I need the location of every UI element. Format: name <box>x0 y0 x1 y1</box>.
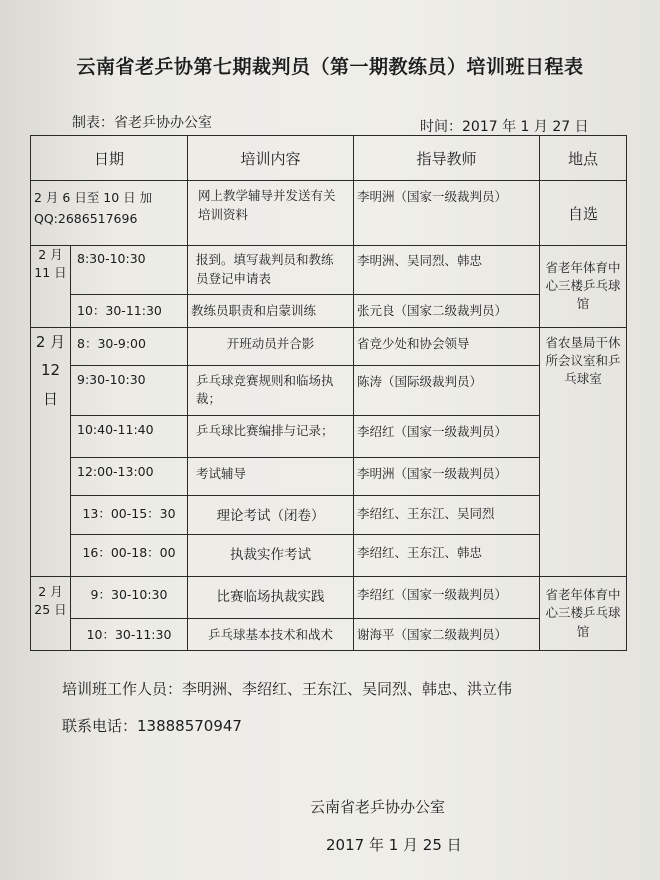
time-cell: 12:00-13:00 <box>71 458 188 496</box>
teacher-cell: 省竞少处和协会领导 <box>354 327 540 365</box>
table-row <box>31 577 627 619</box>
signature-org: 云南省老乒协办公室 <box>310 798 446 816</box>
teacher-cell: 李绍红（国家一级裁判员） <box>354 577 540 619</box>
day-cell: 2 月 11 日 <box>31 246 71 328</box>
teacher-cell: 李明洲（国家一级裁判员） <box>354 181 540 246</box>
teacher-cell: 李绍红（国家一级裁判员） <box>354 416 540 458</box>
table-row <box>31 181 627 246</box>
content-cell: 网上教学辅导并发送有关培训资料 <box>188 181 354 246</box>
content-cell: 开班动员并合影 <box>188 327 354 365</box>
place-cell: 省老年体育中心三楼乒乓球馆 <box>540 577 627 651</box>
time-cell: 10：30-11:30 <box>71 619 188 651</box>
teacher-cell: 李明洲（国家一级裁判员） <box>354 458 540 496</box>
place-cell: 自选 <box>540 181 627 246</box>
table-row <box>31 327 627 365</box>
content-cell: 考试辅导 <box>188 458 354 496</box>
date-cell: 2 月 6 日至 10 日 加 QQ:2686517696 <box>31 181 188 246</box>
content-cell: 执裁实作考试 <box>188 535 354 577</box>
time-cell: 9：30-10:30 <box>71 577 188 619</box>
table-row <box>31 496 627 535</box>
time-cell: 10：30-11:30 <box>71 294 188 327</box>
teacher-cell: 李绍红、王东江、吴同烈 <box>354 496 540 535</box>
time-cell: 10:40-11:40 <box>71 416 188 458</box>
time-cell: 8:30-10:30 <box>71 246 188 295</box>
table-row <box>31 294 627 327</box>
contact-phone: 联系电话：13888570947 <box>62 717 242 735</box>
header-date: 日期 <box>31 136 188 181</box>
made-by: 制表：省老乒协办公室 <box>72 115 212 131</box>
table-row <box>31 365 627 416</box>
made-time: 时间：2017 年 1 月 27 日 <box>420 119 589 135</box>
place-cell: 省农垦局干休所会议室和乒乓球室 <box>540 327 627 577</box>
time-cell: 16：00-18：00 <box>71 535 188 577</box>
teacher-cell: 谢海平（国家二级裁判员） <box>354 619 540 651</box>
header-teacher: 指导教师 <box>354 136 540 181</box>
day-cell: 2 月 25 日 <box>31 577 71 651</box>
header-place: 地点 <box>540 136 627 181</box>
teacher-cell: 李明洲、吴同烈、韩忠 <box>354 246 540 295</box>
content-cell: 报到。填写裁判员和教练员登记申请表 <box>188 246 354 295</box>
table-row <box>31 619 627 651</box>
content-cell: 教练员职责和启蒙训练 <box>188 294 354 327</box>
staff-list: 培训班工作人员：李明洲、李绍红、王东江、吴同烈、韩忠、洪立伟 <box>62 680 513 698</box>
table-row <box>31 416 627 458</box>
time-cell: 8：30-9:00 <box>71 327 188 365</box>
content-cell: 乒乓球竞赛规则和临场执裁； <box>188 365 354 416</box>
time-cell: 9:30-10:30 <box>71 365 188 416</box>
table-row <box>31 458 627 496</box>
content-cell: 理论考试（闭卷） <box>188 496 354 535</box>
teacher-cell: 李绍红、王东江、韩忠 <box>354 535 540 577</box>
schedule-table <box>30 135 627 651</box>
table-row <box>31 246 627 295</box>
table-header-row <box>31 136 627 181</box>
time-cell: 13：00-15：30 <box>71 496 188 535</box>
content-cell: 乒乓球基本技术和战术 <box>188 619 354 651</box>
signature-date: 2017 年 1 月 25 日 <box>326 836 462 854</box>
content-cell: 比赛临场执裁实践 <box>188 577 354 619</box>
header-content: 培训内容 <box>188 136 354 181</box>
table-row <box>31 535 627 577</box>
teacher-cell: 陈涛（国际级裁判员） <box>354 365 540 416</box>
page-title: 云南省老乒协第七期裁判员（第一期教练员）培训班日程表 <box>76 56 584 78</box>
place-cell: 省老年体育中心三楼乒乓球馆 <box>540 246 627 328</box>
day-cell: 2 月 12 日 <box>31 327 71 577</box>
teacher-cell: 张元良（国家二级裁判员） <box>354 294 540 327</box>
content-cell: 乒乓球比赛编排与记录； <box>188 416 354 458</box>
